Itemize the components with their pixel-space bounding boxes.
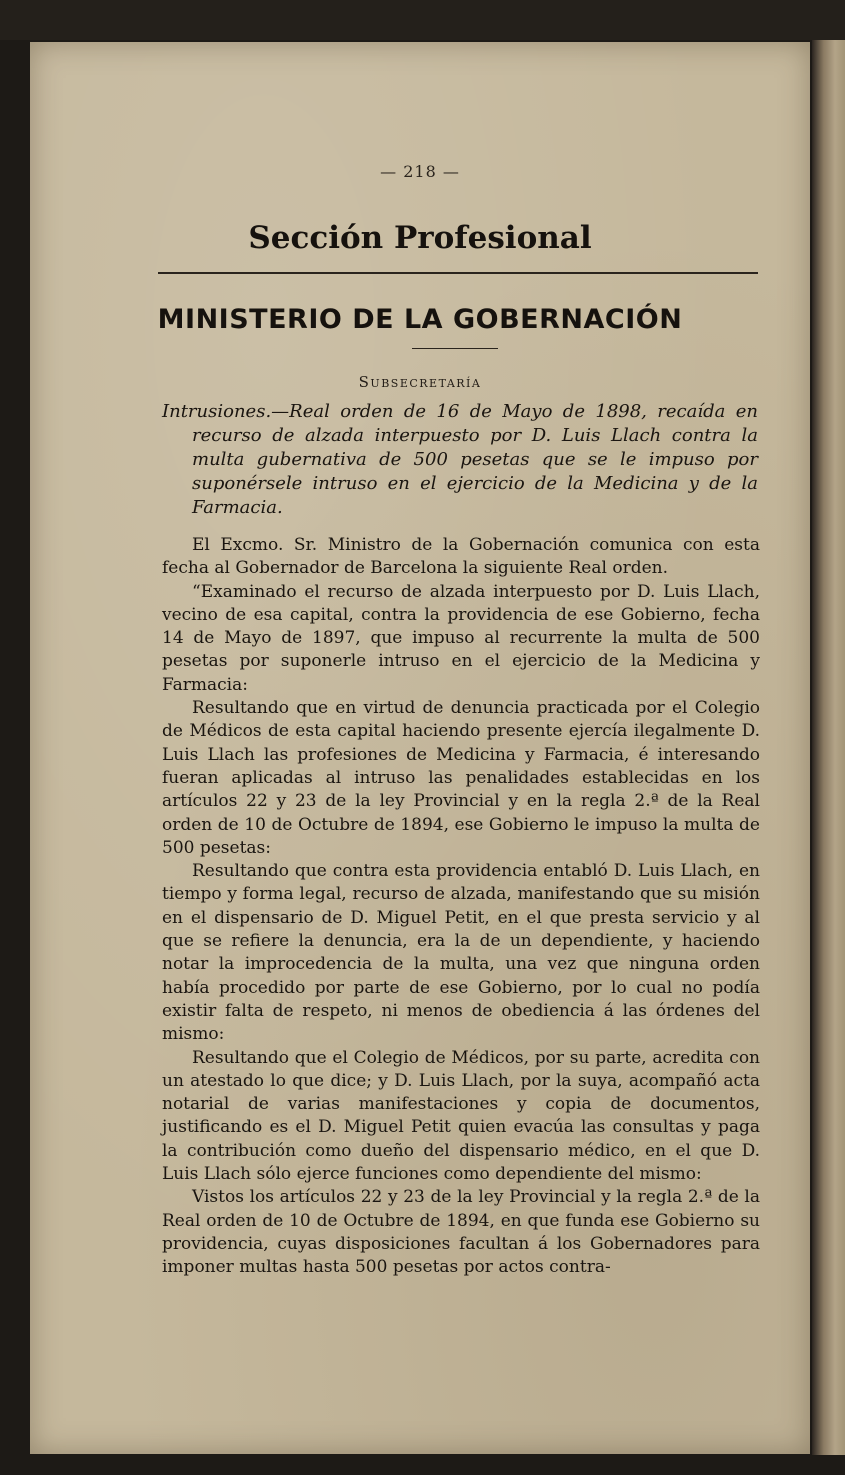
scan-backdrop — [0, 0, 845, 40]
paragraph: Vistos los artículos 22 y 23 de la ley Provincial y la regla 2.ª de la Real orden de 10 de Octubre de 1894, en que funda ese Gobierno su providencia, cuyas disposiciones facultan á los Gobernadores para imponer multas hasta 500 pesetas por actos contra- — [162, 1187, 760, 1278]
ministry-heading: MINISTERIO DE LA GOBERNACIÓN — [157, 304, 683, 335]
section-divider — [158, 272, 758, 274]
paragraph: “Examinado el recurso de alzada interpuesto por D. Luis Llach, vecino de esa capital, contra la providencia de ese Gobierno, fecha 14 de Mayo de 1897, que impuso al recurrente la multa de 500 pesetas por suponerle intruso en el ejercicio de la Medicina y Farmacia: — [162, 581, 760, 695]
adjacent-page-edge — [812, 40, 845, 1455]
paragraph: Resultando que el Colegio de Médicos, por su parte, acredita con un atestado lo que dice; y D. Luis Llach, por la suya, acompañó acta notarial de varias manifestaciones y copia de documentos, justificando es el D. Miguel Petit quien evacúa las consultas y paga la contribución como dueño del dispensario médico, en el que D. Luis Llach sólo ejerce funciones como dependiente del mismo: — [162, 1047, 760, 1185]
paragraph: El Excmo. Sr. Ministro de la Gobernación comunica con esta fecha al Gobernador de Barcelona la siguiente Real orden. — [162, 535, 760, 579]
section-title: Sección Profesional — [248, 220, 592, 256]
subheading: Subsecretaría — [358, 373, 482, 391]
paragraph: Resultando que en virtud de denuncia practicada por el Colegio de Médicos de esta capital haciendo presente ejercía ilegalmente D. Luis Llach las profesiones de Medicina y Farmacia, é interesando fueran aplicadas al intruso las penalidades establecidas en los artículos 22 y 23 de la ley Provincial y en la regla 2.ª de la Real orden de 10 de Octubre de 1894, ese Gobierno le impuso la multa de 500 pesetas: — [162, 698, 760, 858]
page-number: — 218 — — [380, 162, 460, 181]
heading-divider — [412, 348, 498, 349]
paragraph: Resultando que contra esta providencia entabló D. Luis Llach, en tiempo y forma legal, recurso de alzada, manifestando que su misión en el dispensario de D. Miguel Petit, en el que presta servicio y al que se refiere la denuncia, era la de un dependiente, y haciendo notar la improcedencia de la multa, una vez que ninguna orden había procedido por parte de ese Gobierno, por lo cual no podía existir falta de respeto, ni menos de obediencia á las órdenes del mismo: — [162, 861, 760, 1045]
document-page — [30, 42, 810, 1454]
summary-italic: Intrusiones.—Real orden de 16 de Mayo de 1898, recaída en recurso de alzada interpuesto por D. Luis Llach contra la multa gubernativa de 500 pesetas que se le impuso por suponérsele intruso en el ejercicio de la Medicina y de la Farmacia. — [162, 401, 758, 518]
body-text — [162, 534, 760, 1280]
